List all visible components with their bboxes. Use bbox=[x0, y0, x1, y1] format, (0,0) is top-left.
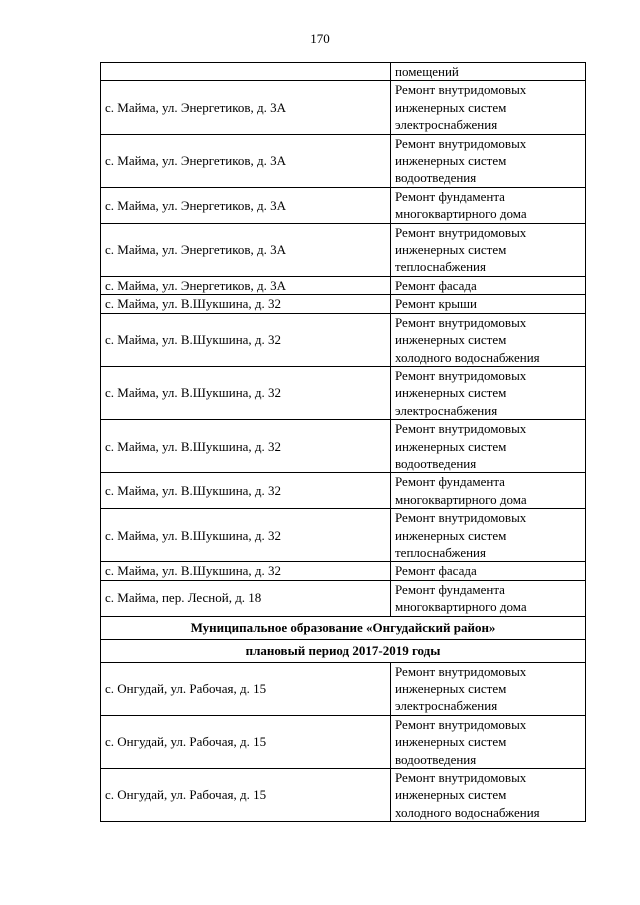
work-type-cell bbox=[391, 473, 586, 509]
address-cell: с. Майма, ул. В.Шукшина, д. 32 bbox=[101, 313, 391, 366]
work-type-line: электроснабжения bbox=[395, 402, 498, 418]
table-row bbox=[101, 187, 586, 223]
table-row bbox=[101, 63, 586, 81]
table-row bbox=[101, 715, 586, 768]
address-cell: с. Майма, ул. В.Шукшина, д. 32 bbox=[101, 509, 391, 562]
work-type-line: электроснабжения bbox=[395, 698, 498, 714]
table-row bbox=[101, 313, 586, 366]
address-cell bbox=[101, 63, 391, 81]
table-row bbox=[101, 223, 586, 276]
work-type-line: инженерных систем bbox=[395, 681, 507, 696]
address-cell: с. Онгудай, ул. Рабочая, д. 15 bbox=[101, 769, 391, 822]
work-type-line: Ремонт фасада bbox=[395, 277, 477, 293]
work-type-line: инженерных систем bbox=[395, 385, 507, 401]
work-type-line: инженерных систем bbox=[395, 527, 507, 543]
work-type-line: водоотведения bbox=[395, 455, 477, 471]
work-type-cell bbox=[391, 134, 586, 187]
work-type-cell bbox=[391, 562, 586, 580]
work-type-line: водоотведения bbox=[395, 751, 477, 767]
work-type-cell bbox=[391, 81, 586, 134]
section-header-row bbox=[101, 639, 586, 662]
work-type-line: инженерных систем bbox=[395, 242, 507, 258]
work-type-line: Ремонт внутридомовых bbox=[395, 82, 527, 98]
table-row bbox=[101, 662, 586, 715]
section-header: плановый период 2017-2019 годы bbox=[101, 639, 586, 662]
work-type-line: Ремонт внутридомовых bbox=[395, 224, 527, 240]
table-row bbox=[101, 580, 586, 616]
address-cell: с. Онгудай, ул. Рабочая, д. 15 bbox=[101, 662, 391, 715]
work-type-line: холодного водоснабжения bbox=[395, 349, 540, 365]
work-type-cell bbox=[391, 715, 586, 768]
address-cell: с. Майма, ул. Энергетиков, д. 3А bbox=[101, 187, 391, 223]
table-row bbox=[101, 295, 586, 313]
work-type-line: Ремонт фундамента bbox=[395, 581, 505, 597]
work-type-cell bbox=[391, 223, 586, 276]
work-type-line: холодного водоснабжения bbox=[395, 804, 540, 820]
work-type-cell bbox=[391, 63, 586, 81]
work-type-line: инженерных систем bbox=[395, 734, 507, 750]
work-type-line: инженерных систем bbox=[395, 438, 507, 454]
address-cell: с. Майма, ул. Энергетиков, д. 3А bbox=[101, 134, 391, 187]
work-type-line: инженерных систем bbox=[395, 332, 507, 348]
work-type-line: Ремонт фундамента bbox=[395, 188, 505, 204]
repair-works-table bbox=[100, 62, 586, 822]
work-type-line: теплоснабжения bbox=[395, 544, 486, 560]
work-type-cell bbox=[391, 769, 586, 822]
address-cell: с. Майма, ул. Энергетиков, д. 3А bbox=[101, 276, 391, 294]
table-row bbox=[101, 562, 586, 580]
table-row bbox=[101, 134, 586, 187]
work-type-line: Ремонт внутридомовых bbox=[395, 367, 527, 383]
work-type-line: многоквартирного дома bbox=[395, 206, 527, 222]
work-type-line: Ремонт внутридомовых bbox=[395, 770, 527, 786]
work-type-cell bbox=[391, 662, 586, 715]
address-cell: с. Майма, ул. Энергетиков, д. 3А bbox=[101, 223, 391, 276]
table-body bbox=[101, 63, 586, 822]
table-row bbox=[101, 509, 586, 562]
work-type-cell bbox=[391, 509, 586, 562]
work-type-line: теплоснабжения bbox=[395, 259, 486, 275]
work-type-cell bbox=[391, 313, 586, 366]
work-type-line: Ремонт внутридомовых bbox=[395, 421, 527, 437]
table-row bbox=[101, 276, 586, 294]
address-cell: с. Майма, ул. В.Шукшина, д. 32 bbox=[101, 295, 391, 313]
table-row bbox=[101, 420, 586, 473]
work-type-line: инженерных систем bbox=[395, 99, 507, 115]
work-type-line: Ремонт внутридомовых bbox=[395, 314, 527, 330]
work-type-line: Ремонт внутридомовых bbox=[395, 716, 527, 732]
address-cell: с. Майма, ул. В.Шукшина, д. 32 bbox=[101, 366, 391, 419]
work-type-line: инженерных систем bbox=[395, 787, 507, 803]
work-type-cell bbox=[391, 420, 586, 473]
table-row bbox=[101, 473, 586, 509]
address-cell: с. Майма, ул. В.Шукшина, д. 32 bbox=[101, 473, 391, 509]
section-header: Муниципальное образование «Онгудайский район» bbox=[101, 616, 586, 639]
work-type-cell bbox=[391, 295, 586, 313]
table-row bbox=[101, 769, 586, 822]
work-type-cell bbox=[391, 187, 586, 223]
work-type-cell bbox=[391, 366, 586, 419]
address-cell: с. Майма, ул. Энергетиков, д. 3А bbox=[101, 81, 391, 134]
table-row bbox=[101, 81, 586, 134]
work-type-line: Ремонт фасада bbox=[395, 563, 477, 579]
work-type-line: инженерных систем bbox=[395, 153, 507, 169]
section-header-row bbox=[101, 616, 586, 639]
work-type-cell bbox=[391, 276, 586, 294]
work-type-line: помещений bbox=[395, 64, 459, 79]
work-type-line: водоотведения bbox=[395, 170, 477, 186]
work-type-line: электроснабжения bbox=[395, 117, 498, 133]
work-type-cell bbox=[391, 580, 586, 616]
work-type-line: Ремонт внутридомовых bbox=[395, 135, 527, 151]
work-type-line: Ремонт крыши bbox=[395, 296, 477, 312]
work-type-line: Ремонт внутридомовых bbox=[395, 510, 527, 526]
table-row bbox=[101, 366, 586, 419]
address-cell: с. Майма, ул. В.Шукшина, д. 32 bbox=[101, 562, 391, 580]
page-number: 170 bbox=[310, 31, 330, 46]
address-cell: с. Майма, ул. В.Шукшина, д. 32 bbox=[101, 420, 391, 473]
work-type-line: многоквартирного дома bbox=[395, 599, 527, 615]
address-cell: с. Майма, пер. Лесной, д. 18 bbox=[101, 580, 391, 616]
work-type-line: многоквартирного дома bbox=[395, 491, 527, 507]
address-cell: с. Онгудай, ул. Рабочая, д. 15 bbox=[101, 715, 391, 768]
work-type-line: Ремонт фундамента bbox=[395, 474, 505, 490]
work-type-line: Ремонт внутридомовых bbox=[395, 663, 527, 679]
